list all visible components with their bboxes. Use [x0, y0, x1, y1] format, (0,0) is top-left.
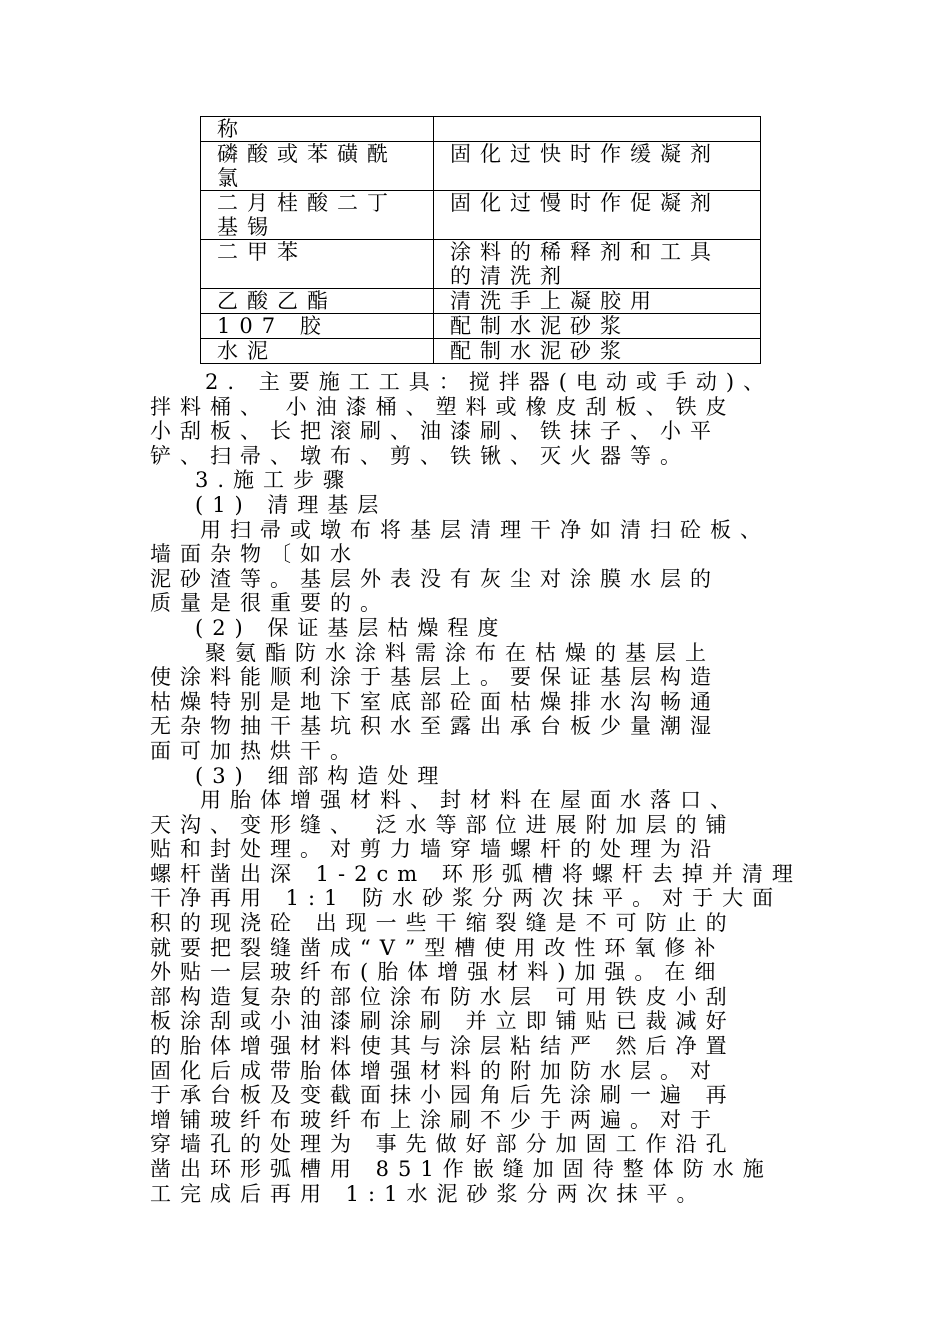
paragraph-line: 使涂料能顺利涂于基层上。要保证基层构造	[150, 665, 720, 690]
table-row	[201, 191, 761, 240]
paragraph-line: 枯燥特别是地下室底部砼面枯燥排水沟畅通	[150, 689, 720, 714]
paragraph-line: 泥砂渣等。基层外表没有灰尘对涂膜水层的	[150, 566, 720, 591]
material-use-cell: 固化过慢时作促凝剂	[434, 191, 761, 240]
tools-paragraph-line: 拌料桶、 小油漆桶、塑料或橡皮刮板、铁皮	[150, 394, 736, 419]
material-use-cell: 固化过快时作缓凝剂	[434, 142, 761, 191]
paragraph-line: 固化后成带胎体增强材料的附加防水层。对	[150, 1058, 720, 1083]
paragraph-line: 聚氨酯防水涂料需涂布在枯燥的基层上	[205, 640, 715, 665]
material-name-cell: 二月桂酸二丁基锡	[201, 191, 434, 240]
paragraph-line: 的胎体增强材料使其与涂层粘结严 然后净置	[150, 1034, 736, 1059]
paragraph-line: 板涂刮或小油漆刷涂刷 并立即铺贴已裁减好	[150, 1009, 736, 1034]
paragraph-line: 面可加热烘干。	[150, 738, 360, 763]
materials-table	[200, 116, 761, 364]
paragraph-line: 墙面杂物〔如水	[150, 542, 360, 567]
material-use-cell: 配制水泥砂浆	[434, 339, 761, 364]
body-text	[150, 370, 800, 1206]
paragraph-line: 贴和封处理。对剪力墙穿墙螺杆的处理为沿	[150, 837, 720, 862]
paragraph-line: 工完成后再用 1:1水泥砂浆分两次抹平。	[150, 1181, 707, 1206]
tools-paragraph-line: 2. 主要施工工具：搅拌器(电动或手动)、	[205, 370, 774, 394]
table-row	[201, 117, 761, 142]
material-use-cell	[434, 117, 761, 142]
paragraph-line: 于承台板及变截面抹小园角后先涂刷一遍 再	[150, 1083, 736, 1108]
table-row	[201, 240, 761, 289]
paragraph-line: 无杂物抽干基坑积水至露出承台板少量潮湿	[150, 714, 720, 739]
material-name-cell: 水泥	[201, 339, 434, 364]
paragraph-line: 增铺玻纤布玻纤布上涂刷不少于两遍。对于	[150, 1107, 720, 1132]
table-row	[201, 142, 761, 191]
paragraph-line: 天沟、变形缝、 泛水等部位进展附加层的铺	[150, 812, 736, 837]
paragraph-line: 用胎体增强材料、封材料在屋面水落口、	[200, 788, 740, 813]
material-use-cell: 清洗手上凝胶用	[434, 289, 761, 314]
tools-paragraph-line: 小刮板、长把滚刷、油漆刷、铁抹子、小平	[150, 419, 720, 444]
paragraph-line: 质量是很重要的。	[150, 591, 390, 616]
paragraph-line: 穿墙孔的处理为 事先做好部分加固工作沿孔	[150, 1132, 736, 1157]
material-name-cell: 称	[201, 117, 434, 142]
paragraph-line: 外贴一层玻纤布(胎体增强材料)加强。在细	[150, 960, 725, 985]
paragraph-line: 积的现浇砼 出现一些干缩裂缝是不可防止的	[150, 911, 736, 936]
paragraph-line: 用扫帚或墩布将基层清理干净如清扫砼板、	[200, 517, 770, 542]
section-heading: 3.施工步骤	[195, 468, 354, 493]
paragraph-line: 螺杆凿出深 1-2cm 环形弧槽将螺杆去掉并清理	[150, 861, 802, 886]
paragraph-line: 部构造复杂的部位涂布防水层 可用铁皮小刮	[150, 984, 736, 1009]
table-row	[201, 339, 761, 364]
material-name-cell: 二甲苯	[201, 240, 434, 289]
material-name-cell: 乙酸乙酯	[201, 289, 434, 314]
table-row	[201, 314, 761, 339]
material-name-cell: 磷酸或苯磺酰氯	[201, 142, 434, 191]
subsection-heading: (3) 细部构造处理	[195, 763, 448, 788]
paragraph-line: 干净再用 1:1 防水砂浆分两次抹平。对于大面	[150, 886, 783, 911]
subsection-heading: (2) 保证基层枯燥程度	[195, 615, 508, 640]
material-use-cell: 涂料的稀释剂和工具的清洗剂	[434, 240, 761, 289]
material-name-cell: 107 胶	[201, 314, 434, 339]
material-use-cell: 配制水泥砂浆	[434, 314, 761, 339]
paragraph-line: 凿出环形弧槽用 851作嵌缝加固待整体防水施	[150, 1157, 773, 1181]
tools-paragraph-line: 铲、扫帚、墩布、剪、铁锹、灭火器等。	[150, 443, 690, 468]
subsection-heading: (1) 清理基层	[195, 492, 388, 517]
paragraph-line: 就要把裂缝凿成“V”型槽使用改性环氧修补	[150, 935, 725, 960]
table-row	[201, 289, 761, 314]
